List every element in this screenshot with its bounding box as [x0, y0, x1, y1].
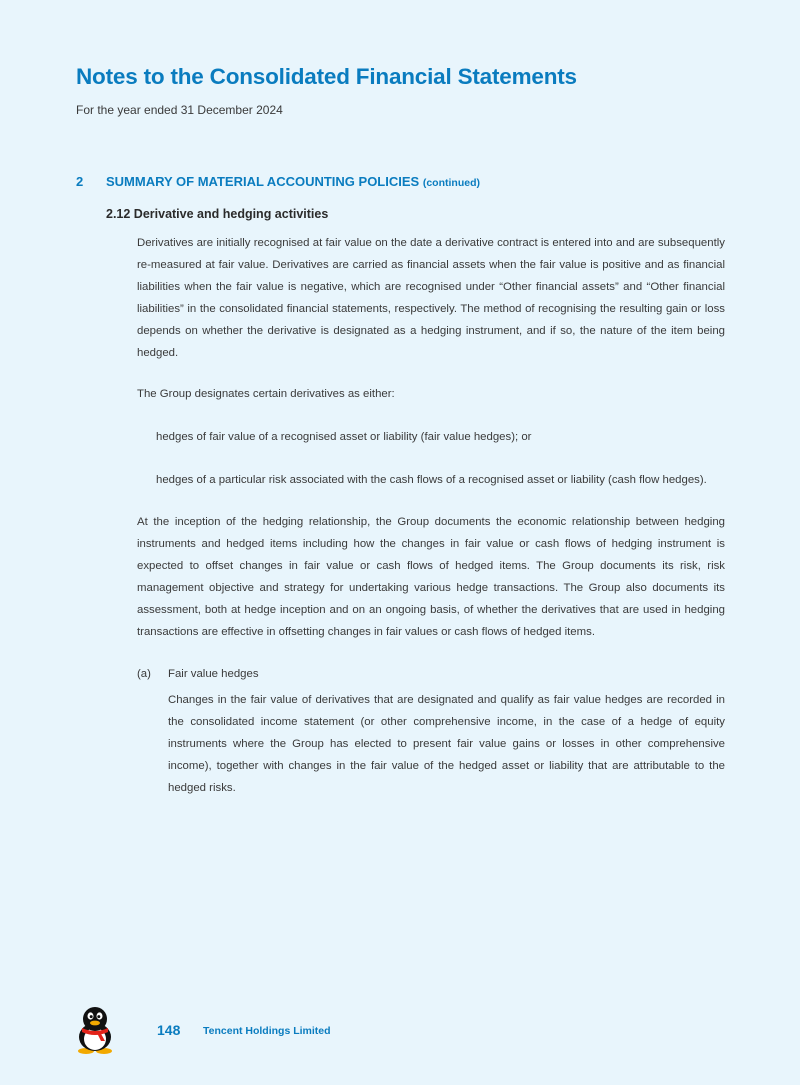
- list-item: hedges of a particular risk associated with the cash flows of a recognised asset or liability (cash flow hedges).: [156, 474, 707, 486]
- item-marker-a: (a): [137, 668, 151, 680]
- paragraph-designation: The Group designates certain derivatives as either:: [137, 388, 395, 400]
- paragraph-fair-value-hedges: Changes in the fair value of derivatives that are designated and qualify as fair value hedges are recorded in the consolidated income statement (or other comprehensive income, in the case of a hedge of equity instruments where the Group has elected to present fair value gains or losses in other comprehensive income), together with changes in the fair value of the hedged asset or liability that are attributable to the hedged risks.: [168, 694, 725, 794]
- section-title-text: SUMMARY OF MATERIAL ACCOUNTING POLICIES: [106, 174, 420, 189]
- item-title-fair-value-hedges: Fair value hedges: [168, 668, 259, 680]
- page-title: Notes to the Consolidated Financial Statements: [76, 64, 577, 89]
- section-continued-label: (continued): [422, 177, 480, 189]
- list-item: hedges of fair value of a recognised asset or liability (fair value hedges); or: [156, 431, 532, 443]
- section-title: [106, 174, 480, 189]
- penguin-logo-icon: [74, 1006, 116, 1054]
- paragraph-derivatives-intro: Derivatives are initially recognised at fair value on the date a derivative contract is entered into and are subsequently re-measured at fair value. Derivatives are carried as financial assets when the fair value is positive and as financial liabilities when the fair value is negative, which are recognised under “Other financial assets” and “Other financial liabilities” in the consolidated financial statements, respectively. The method of recognising the resulting gain or loss depends on whether the derivative is designated as a hedging instrument, and if so, the nature of the item being hedged.: [137, 237, 725, 359]
- company-name: Tencent Holdings Limited: [203, 1025, 331, 1037]
- page-subtitle: For the year ended 31 December 2024: [76, 103, 283, 117]
- paragraph-hedge-inception: At the inception of the hedging relationship, the Group documents the economic relationship between hedging instruments and hedged items including how the changes in fair value or cash flows of hedging instrument is expected to offset changes in fair value or cash flows of hedged items. The Group documents its risk, risk management objective and strategy for undertaking various hedge transactions. The Group also documents its assessment, both at hedge inception and on an ongoing basis, of whether the derivatives that are used in hedging transactions are effective in offsetting changes in fair values or cash flows of hedged items.: [137, 516, 725, 638]
- subsection-title: 2.12 Derivative and hedging activities: [106, 207, 329, 221]
- section-number: 2: [76, 174, 84, 189]
- page-number: 148: [157, 1022, 181, 1038]
